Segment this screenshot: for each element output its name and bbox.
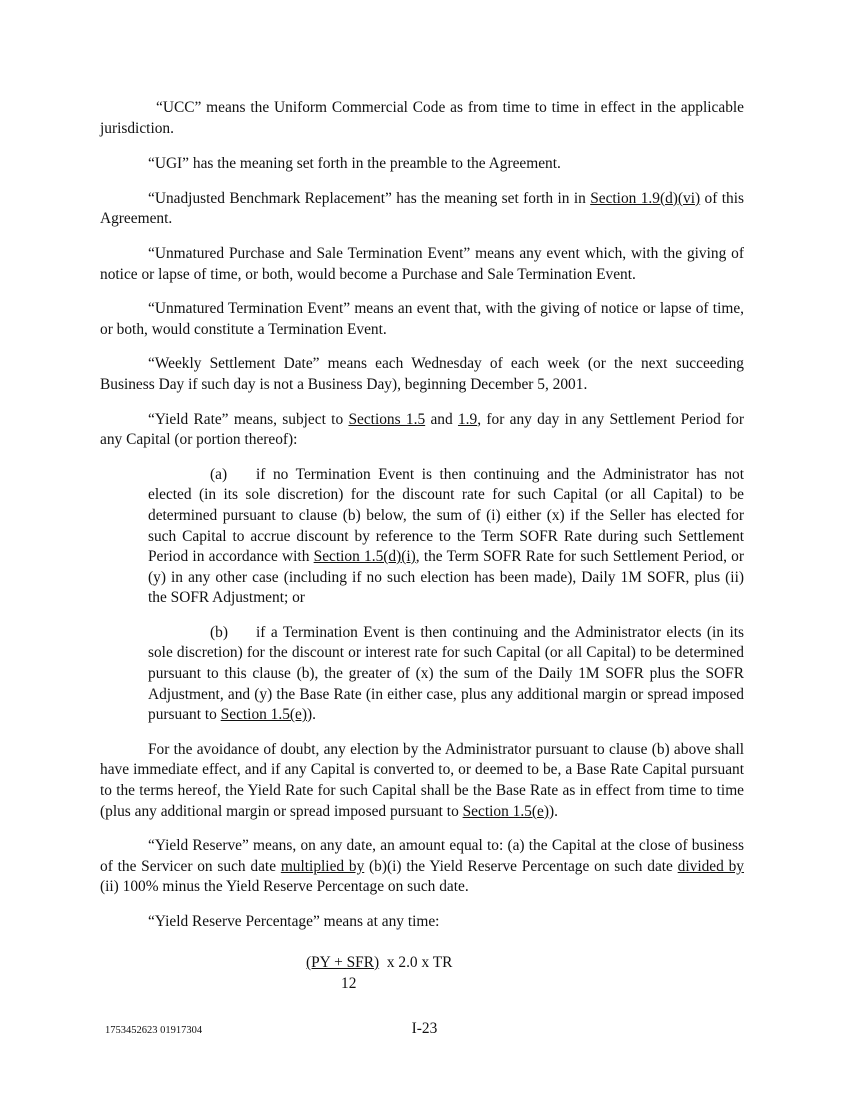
operator-term: divided by — [677, 857, 745, 875]
document-body — [100, 98, 744, 947]
formula-denominator: 12 — [341, 974, 357, 992]
definition-text: means at any time: — [319, 913, 440, 930]
clause-label: (b) — [210, 623, 228, 641]
paragraph-text: ). — [548, 802, 558, 820]
section-reference: Section 1.9(d)(vi) — [590, 189, 701, 207]
formula-numerator-line — [306, 953, 526, 974]
clause-text: , the Term SOFR Rate for such Settlement Period, or (y) in any other case (including if no such election has been made), Daily 1M SOFR, plus (ii) the SOFR Adjustment; or — [148, 548, 744, 607]
definition-ugi — [100, 154, 744, 175]
clause-text: if a Termination Event is then continuing and the Administrator elects (in its sole discretion) for the discount or interest rate for such Capital (or all Capital) to be determined pursuant to this clause (b), the greater of (x) the sum of the Daily 1M SOFR plus the SOFR Adjustment, and (y) the Base Rate (in either case, plus any additional margin or spread imposed pursuant to — [148, 623, 744, 724]
yield-rate-clause-a — [148, 465, 744, 609]
defined-term: “Unmatured Purchase and Sale Termination Event” — [148, 244, 471, 262]
defined-term: “Weekly Settlement Date” — [148, 355, 320, 373]
page-number: I-23 — [411, 1020, 438, 1037]
avoidance-of-doubt — [100, 740, 744, 822]
definition-yield-rate — [100, 410, 744, 451]
definition-text: means an event that, with the giving of notice or lapse of time, or both, would constitute a Termination Event. — [100, 300, 745, 338]
definition-text: means, subject to — [228, 410, 349, 428]
section-reference: Section 1.5(e) — [220, 706, 308, 724]
definition-text: of this Agreement. — [100, 189, 744, 228]
section-reference: Sections 1.5 — [348, 410, 426, 428]
definition-text: means, on any date, an amount equal to: (a) the Capital at the close of business of the Servicer on such date — [100, 837, 744, 875]
definition-text: (ii) 100% minus the Yield Reserve Percentage on such date. — [100, 878, 469, 896]
clause-text: if no Termination Event is then continuing and the Administrator has not elected (in its sole discretion) for the discount rate for such Capital (or all Capital) to be determined pursuant to clause (b) below, the sum of (i) either (x) if the Seller has elected for such Capital to accrue discount by reference to the Term SOFR Rate during such Settlement Period in accordance with — [148, 465, 744, 566]
section-reference: 1.9 — [457, 410, 478, 428]
definition-text: means the Uniform Commercial Code as from time to time in effect in the applicable jurisdiction. — [100, 99, 744, 137]
formula-multipliers: x 2.0 x TR — [386, 954, 453, 971]
document-id: 1753452623 01917304 — [105, 1025, 203, 1036]
definition-yield-reserve — [100, 836, 744, 898]
definition-text: means any event which, with the giving of notice or lapse of time, or both, would become a Purchase and Sale Termination Event. — [100, 244, 744, 283]
section-reference: Section 1.5(e) — [462, 802, 549, 820]
paragraph-text: For the avoidance of doubt, any election by the Administrator pursuant to clause (b) above shall have immediate effect, and if any Capital is converted to, or deemed to be, a Base Rate Capital pursuant to the terms hereof, the Yield Rate for such Capital shall be the Base Rate as in effect from time to time (plus any additional margin or spread imposed pursuant to — [100, 740, 744, 820]
definition-unmatured-termination-event — [100, 299, 744, 340]
definition-text: and — [425, 410, 458, 428]
definition-ucc — [100, 98, 744, 139]
defined-term: “Yield Rate” — [148, 410, 229, 428]
definition-text: , for any day in any Settlement Period for any Capital (or portion thereof): — [100, 410, 745, 449]
definition-text: has the meaning set forth in in — [391, 189, 591, 207]
defined-term: “Yield Reserve Percentage” — [148, 913, 320, 930]
yield-reserve-formula — [306, 953, 526, 994]
definition-yield-reserve-percentage — [100, 912, 744, 933]
defined-term: “UCC” — [156, 99, 202, 116]
formula-numerator: (PY + SFR) — [306, 954, 380, 971]
definition-text: has the meaning set forth in the preamble to the Agreement. — [189, 155, 561, 173]
definition-text: (b)(i) the Yield Reserve Percentage on such date — [364, 857, 678, 875]
yield-rate-clause-b — [148, 623, 744, 726]
definition-text: means each Wednesday of each week (or the next succeeding Business Day if such day is not a Business Day), beginning December 5, 2001. — [100, 355, 744, 393]
definition-weekly-settlement-date — [100, 354, 744, 395]
definition-unmatured-pst-event — [100, 244, 744, 285]
clause-text: ). — [307, 706, 316, 724]
section-reference: Section 1.5(d)(i) — [313, 548, 416, 566]
clause-label: (a) — [210, 465, 228, 483]
definition-unadjusted-benchmark — [100, 189, 744, 230]
operator-term: multiplied by — [280, 857, 365, 875]
defined-term: “Yield Reserve” — [148, 837, 249, 855]
defined-term: “Unadjusted Benchmark Replacement” — [148, 189, 392, 207]
defined-term: “UGI” — [148, 155, 190, 173]
defined-term: “Unmatured Termination Event” — [148, 300, 351, 318]
